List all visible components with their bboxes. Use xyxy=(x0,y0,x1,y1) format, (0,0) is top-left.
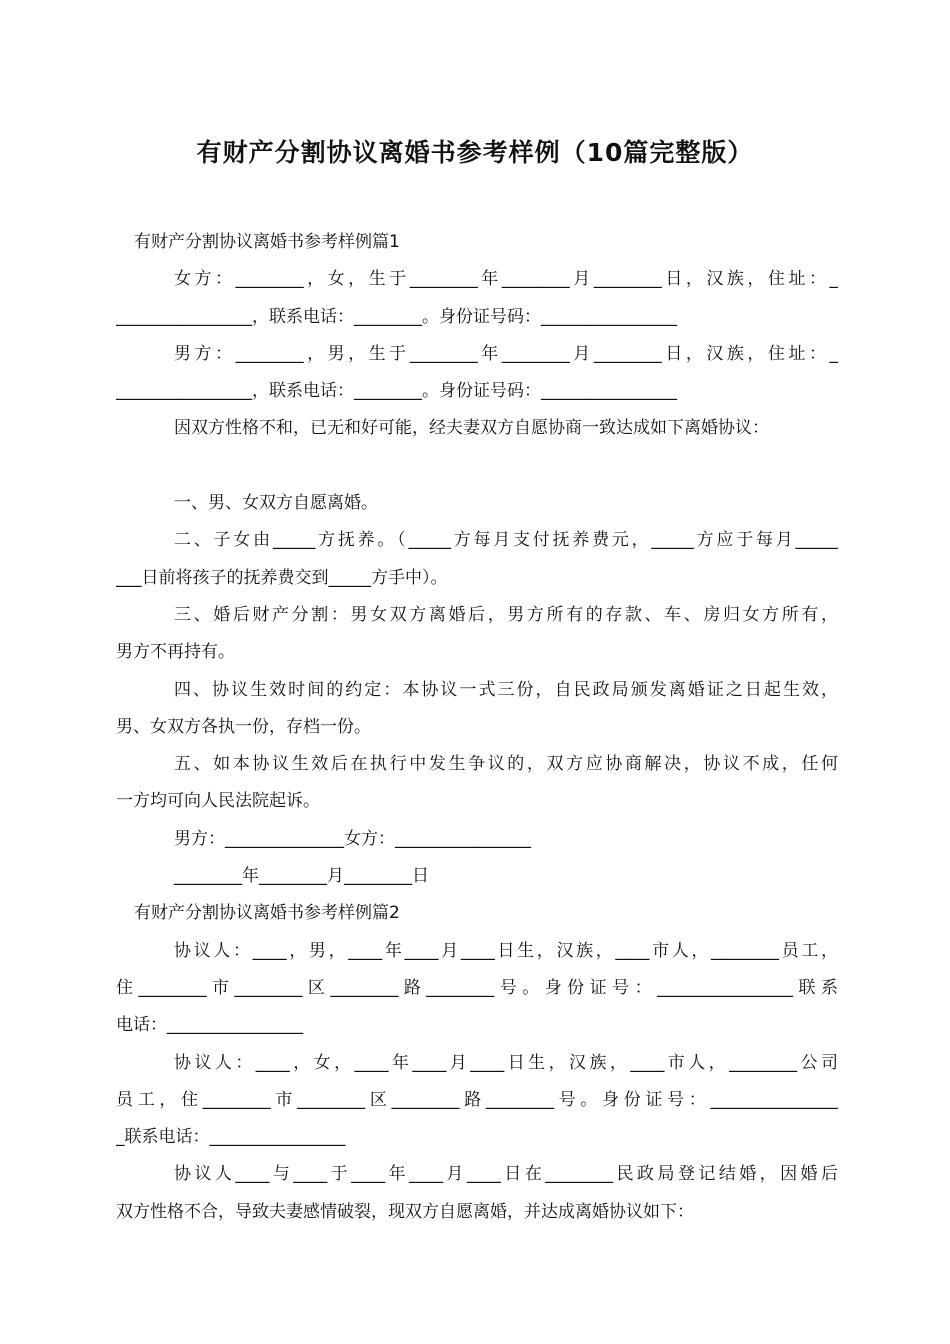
paragraph-line: 员工，住________市________区________路________号。身份证号：_______________ xyxy=(116,1089,838,1110)
paragraph-line: 因双方性格不和，已无和好可能，经夫妻双方自愿协商一致达成如下离婚协议： xyxy=(174,418,769,439)
clause-line: 五、如本协议生效后在执行中发生争议的，双方应协商解决，协议不成，任何 xyxy=(174,754,838,775)
section-heading: 有财产分割协议离婚书参考样例篇2 xyxy=(134,903,400,924)
paragraph-line: ________________，联系电话：________。身份证号码：________________ xyxy=(116,306,677,327)
paragraph-line: ________________，联系电话：________。身份证号码：________________ xyxy=(116,381,677,402)
clause-line: 男、女双方各执一份，存档一份。 xyxy=(116,716,371,737)
paragraph-line: 电话：________________ xyxy=(116,1015,303,1036)
paragraph-line: 女方：________，女，生于________年________月________日，汉族，住址：_ xyxy=(174,269,838,290)
section-heading: 有财产分割协议离婚书参考样例篇1 xyxy=(134,232,400,252)
clause-line: 四、协议生效时间的约定：本协议一式三份，自民政局颁发离婚证之日起生效， xyxy=(174,679,838,700)
paragraph-line: 协议人：____，男，____年____月____日生，汉族，____市人，________员工， xyxy=(174,940,838,961)
paragraph-line: 住________市________区________路________号。身份证号：________________联系 xyxy=(116,977,838,998)
document-title: 有财产分割协议离婚书参考样例（10篇完整版） xyxy=(196,138,754,167)
document-body xyxy=(116,224,838,1231)
paragraph-line: 双方性格不合，导致夫妻感情破裂，现双方自愿离婚，并达成离婚协议如下： xyxy=(116,1201,694,1222)
signature-line: 男方：______________女方：________________ xyxy=(174,828,531,849)
clause-line: 三、婚后财产分割：男女双方离婚后，男方所有的存款、车、房归女方所有， xyxy=(174,604,838,625)
paragraph-line: 男方：________，男，生于________年________月________日，汉族，住址：_ xyxy=(174,343,838,364)
date-line: ________年________月________日 xyxy=(174,866,429,887)
blank-line xyxy=(116,448,838,485)
clause-line: 男方不再持有。 xyxy=(116,642,235,663)
clause-line: ___日前将孩子的抚养费交到_____方手中）。 xyxy=(116,567,448,588)
paragraph-line: 协议人：____，女，____年____月____日生，汉族，____市人，________公司 xyxy=(174,1052,838,1073)
clause-line: 二、子女由_____方抚养。（_____方每月支付抚养费元，_____方应于每月_____ xyxy=(174,530,838,551)
clause-line: 一、男、女双方自愿离婚。 xyxy=(174,493,378,514)
clause-line: 一方均可向人民法院起诉。 xyxy=(116,791,320,812)
paragraph-line: 协议人____与____于____年____月____日在________民政局登记结婚，因婚后 xyxy=(174,1164,838,1185)
paragraph-line: _联系电话：________________ xyxy=(116,1127,346,1148)
